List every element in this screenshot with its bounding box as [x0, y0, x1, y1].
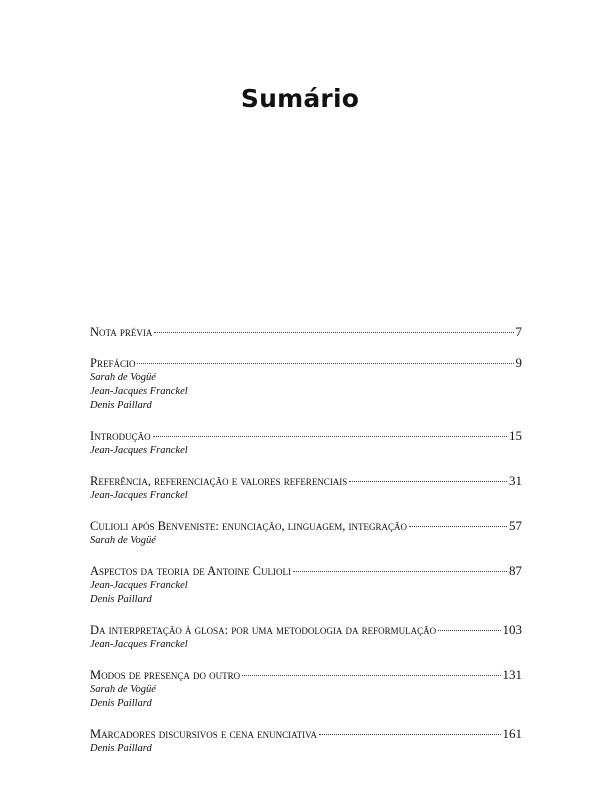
- toc-author: Jean-Jacques Franckel: [90, 580, 188, 591]
- toc-author: Jean-Jacques Franckel: [90, 386, 188, 397]
- toc-entry-interpretacao: [90, 621, 522, 652]
- toc-entry-line[interactable]: [90, 323, 522, 340]
- toc-page-number: 15: [509, 428, 522, 443]
- toc-entry-title: Referência, referenciação e valores referenciais: [90, 474, 348, 488]
- toc-entry-aspectos: [90, 562, 522, 607]
- toc-page-number: 31: [509, 473, 522, 488]
- toc-author: Sarah de Vogüé: [90, 684, 156, 695]
- dot-leader: [242, 675, 500, 676]
- toc-page-number: 103: [502, 622, 522, 637]
- toc-entry-modos: [90, 666, 522, 711]
- toc-entry-line[interactable]: [90, 621, 522, 638]
- toc-entry-line[interactable]: [90, 562, 522, 579]
- toc-entry-nota-previa: [90, 323, 522, 340]
- toc-entry-line[interactable]: [90, 666, 522, 683]
- toc-entry-title: Nota prévia: [90, 325, 153, 339]
- toc-page-number: 87: [509, 563, 522, 578]
- toc-author: Jean-Jacques Franckel: [90, 445, 188, 456]
- dot-leader: [409, 526, 507, 527]
- toc-author: Sarah de Vogüé: [90, 372, 156, 383]
- page-title: Sumário: [240, 84, 360, 113]
- dot-leader: [293, 571, 507, 572]
- toc-entry-title: Introdução: [90, 429, 151, 443]
- toc-entry-prefacio: [90, 354, 522, 413]
- toc-entry-title: Culioli após Benveniste: enunciação, linguagem, integração: [90, 519, 407, 533]
- toc-author: Denis Paillard: [90, 400, 152, 411]
- toc-entry-title: Modos de presença do outro: [90, 668, 241, 682]
- toc-page-number: 57: [509, 518, 522, 533]
- dot-leader: [154, 332, 513, 333]
- toc-entry-title: Aspectos da teoria de Antoine Culioli: [90, 564, 291, 578]
- toc-entry-line[interactable]: [90, 517, 522, 534]
- toc-entry-introducao: [90, 427, 522, 458]
- dot-leader: [319, 734, 501, 735]
- toc-page-number: 161: [502, 726, 522, 741]
- toc-page-number: 7: [515, 324, 522, 339]
- toc-entry-title: Da interpretação à glosa: por uma metodologia da reformulação: [90, 623, 437, 637]
- toc-entry-culioli-benveniste: [90, 517, 522, 548]
- toc-author: Denis Paillard: [90, 743, 152, 754]
- toc-author: Jean-Jacques Franckel: [90, 639, 188, 650]
- dot-leader: [137, 363, 513, 364]
- toc-entry-line[interactable]: [90, 472, 522, 489]
- toc-author: Denis Paillard: [90, 698, 152, 709]
- dot-leader: [153, 436, 507, 437]
- table-of-contents: [90, 323, 522, 770]
- toc-entry-title: Prefácio: [90, 356, 136, 370]
- dot-leader: [438, 630, 500, 631]
- dot-leader: [349, 481, 507, 482]
- toc-entry-marcadores: [90, 725, 522, 756]
- toc-author: Denis Paillard: [90, 594, 152, 605]
- toc-author: Jean-Jacques Franckel: [90, 490, 188, 501]
- toc-entry-line[interactable]: [90, 725, 522, 742]
- toc-entry-title: Marcadores discursivos e cena enunciativa: [90, 727, 317, 741]
- toc-entry-line[interactable]: [90, 427, 522, 444]
- toc-entry-referencia: [90, 472, 522, 503]
- toc-page-number: 9: [515, 355, 522, 370]
- toc-page-number: 131: [502, 667, 522, 682]
- toc-author: Sarah de Vogüé: [90, 535, 156, 546]
- toc-entry-line[interactable]: [90, 354, 522, 371]
